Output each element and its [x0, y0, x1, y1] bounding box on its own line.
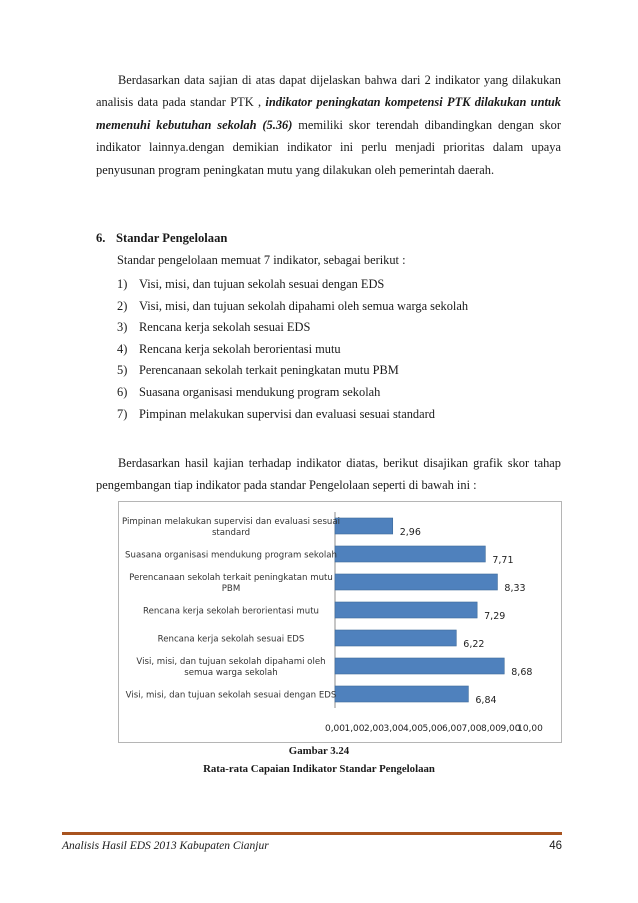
- list-item: 6) Suasana organisasi mendukung program sekolah: [117, 384, 381, 399]
- indicator-list: [117, 274, 468, 425]
- page-number: 46: [549, 840, 562, 852]
- chart-bar: [335, 518, 393, 534]
- x-tick-label: 6,00: [441, 724, 463, 734]
- list-item: 2) Visi, misi, dan tujuan sekolah dipahami oleh semua warga sekolah: [117, 298, 469, 313]
- category-label: Rencana kerja sekolah sesuai EDS: [157, 634, 305, 645]
- x-tick-label: 1,00: [344, 724, 365, 734]
- closing-text: Berdasarkan hasil kajian terhadap indikator diatas, berikut disajikan grafik skor tahap pengembangan tiap indikator pada standar Pengelolaan seperti di bawah ini :: [96, 456, 561, 493]
- list-item: 7) Pimpinan melakukan supervisi dan evaluasi sesuai standard: [117, 406, 435, 421]
- intro-emphasis: indikator peningkatan kompetensi PTK dilakukan untuk memenuhi kebutuhan sekolah (5.36): [96, 95, 561, 132]
- category-label: Pimpinan melakukan supervisi dan evaluasi sesuai standard: [121, 517, 341, 538]
- x-tick-label: 0,00: [324, 724, 346, 734]
- intro-text-part2: memiliki skor terendah dibandingkan dengan skor indikator lainnya.dengan demikian indikator ini perlu menjadi prioritas dalam upaya penyusunan program peningkatan mutu yang dilakukan oleh pemerintah daerah.: [96, 117, 561, 177]
- section-intro: Standar pengelolaan memuat 7 indikator, sebagai berikut :: [117, 253, 406, 267]
- x-tick-label: 9,00: [500, 724, 521, 734]
- x-tick-label: 7,00: [461, 724, 482, 734]
- x-tick-label: 4,00: [402, 724, 424, 734]
- x-tick-label: 2,00: [363, 724, 385, 734]
- section-heading: [96, 231, 227, 246]
- bar-chart: [118, 501, 562, 743]
- chart-bar: [335, 546, 485, 562]
- closing-paragraph: [96, 452, 561, 497]
- chart-bar: [335, 602, 477, 618]
- category-label: Suasana organisasi mendukung program sekolah: [125, 550, 337, 561]
- x-tick-label: 5,00: [422, 724, 443, 734]
- bar-value-label: 6,84: [475, 695, 497, 706]
- bar-value-label: 6,22: [463, 639, 485, 650]
- list-item: 3) Rencana kerja sekolah sesuai EDS: [117, 320, 311, 335]
- footer-rule: [62, 832, 562, 835]
- intro-text-part1: Berdasarkan data sajian di atas dapat dijelaskan bahwa dari 2 indikator yang dilakukan analisis data pada standar PTK ,: [96, 73, 561, 110]
- footer-title: Analisis Hasil EDS 2013 Kabupaten Cianjur: [62, 840, 269, 852]
- x-tick-label: 10,00: [517, 724, 543, 734]
- bar-value-label: 2,96: [399, 527, 421, 538]
- category-label: Visi, misi, dan tujuan sekolah sesuai dengan EDS: [125, 690, 337, 701]
- chart-canvas: [119, 502, 561, 742]
- intro-paragraph: [96, 69, 561, 181]
- bar-value-label: 7,29: [484, 611, 506, 622]
- figure-number: Gambar 3.24: [288, 745, 350, 757]
- bar-value-label: 8,33: [504, 583, 526, 594]
- list-item: 5) Perencanaan sekolah terkait peningkatan mutu PBM: [117, 363, 399, 378]
- chart-bar: [335, 686, 468, 702]
- figure-caption: Rata-rata Capaian Indikator Standar Pengelolaan: [203, 763, 435, 775]
- bar-value-label: 8,68: [511, 667, 533, 678]
- bar-value-label: 7,71: [492, 555, 514, 566]
- x-tick-label: 3,00: [383, 724, 404, 734]
- category-label: Perencanaan sekolah terkait peningkatan mutu PBM: [129, 573, 333, 594]
- category-label: Visi, misi, dan tujuan sekolah dipahami oleh semua warga sekolah: [136, 657, 326, 678]
- category-label: Rencana kerja sekolah berorientasi mutu: [142, 606, 320, 617]
- chart-bar: [335, 574, 497, 590]
- chart-bar: [335, 658, 504, 674]
- section-title: Standar Pengelolaan: [116, 231, 228, 245]
- list-item: 4) Rencana kerja sekolah berorientasi mutu: [117, 341, 341, 356]
- chart-bar: [335, 630, 456, 646]
- x-tick-label: 8,00: [480, 724, 502, 734]
- list-item: 1) Visi, misi, dan tujuan sekolah sesuai dengan EDS: [117, 277, 385, 291]
- section-number: 6.: [96, 231, 106, 245]
